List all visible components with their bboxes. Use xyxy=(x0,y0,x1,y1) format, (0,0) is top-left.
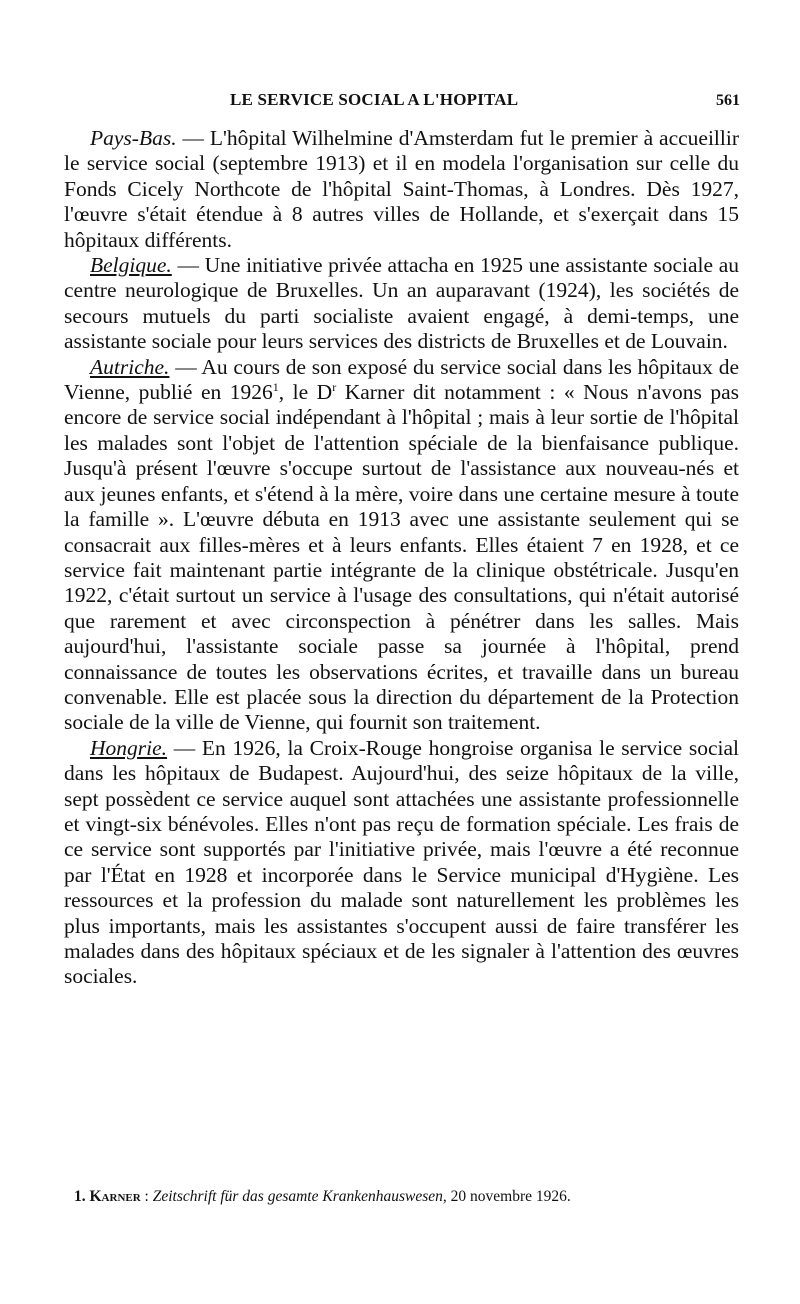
em-dash: — xyxy=(176,126,210,150)
country-heading-autriche: Autriche. xyxy=(90,354,170,379)
page-number: 561 xyxy=(716,92,740,109)
footnote-author: Karner xyxy=(89,1188,141,1205)
paragraph-autriche xyxy=(64,355,739,736)
footnote-separator: : xyxy=(140,1188,153,1205)
body-text xyxy=(64,126,739,990)
paragraph-text: Une initiative privée attacha en 1925 une assistante sociale au centre neurologique de Bruxelles. Un an auparavant (1924), les sociétés de secours mutuels du parti socialiste avaient engagé, à demi-temps, une assistante sociale pour leurs services des districts de Bruxelles et de Louvain. xyxy=(64,253,740,354)
footnote-date: , 20 novembre 1926. xyxy=(442,1188,571,1205)
footnote xyxy=(74,1187,734,1207)
paragraph-pays-bas xyxy=(64,126,739,253)
paragraph-hongrie xyxy=(64,736,739,990)
paragraph-text: L'hôpital Wilhelmine d'Amsterdam fut le premier à accueillir le service social (septembre 1913) et il en modela l'organisation sur celle du Fonds Cicely Northcote de l'hôpital Saint-Thomas, à Londres. Dès 1927, l'œuvre s'était étendue à 8 autres villes de Hollande, et s'exerçait dans 15 hôpitaux différents. xyxy=(64,126,740,252)
footnote-journal-title: Zeitschrift für das gesamte Krankenhauswesen xyxy=(152,1188,443,1205)
em-dash: — xyxy=(167,735,202,760)
paragraph-belgique xyxy=(64,253,739,355)
paragraph-text: Au cours de son exposé du service social dans les hôpitaux de Vienne, publié en 1926 xyxy=(64,354,739,405)
running-head xyxy=(60,90,740,116)
footnote-reference: 1 xyxy=(272,379,279,394)
em-dash: — xyxy=(169,354,202,379)
paragraph-text: , le D xyxy=(278,380,333,405)
paragraph-text: Karner dit notamment : « Nous n'avons pas encore de service social indépendant à l'hôpital ; mais à leur sortie de l'hôpital les malades sont l'objet de l'attention spéciale de la bienfaisance publique. Jusqu'à présent l'œuvre s'occupe surtout de l'assistance aux nouveau-nés et aux jeunes enfants, et s'étend à la mère, voire dans une certaine mesure à toute la famille ». L'œuvre débuta en 1913 avec une assistante seulement qui se consacrait aux filles-mères et à leurs enfants. Elles étaient 7 en 1928, et ce service fait maintenant partie intégrante de la clinique obstétricale. Jusqu'en 1922, c'était surtout un service à l'usage des consultations, qui n'était autorisé que rarement et avec circonspection à pénétrer dans les salles. Mais aujourd'hui, l'assistante sociale passe sa journée à l'hôpital, prend connaissance de toutes les observations écrites, et travaille dans un bureau convenable. Elle est placée sous la direction du département de la Protection sociale de la ville de Vienne, qui fournit son traitement. xyxy=(64,380,739,735)
country-heading-pays-bas: Pays-Bas. xyxy=(90,126,177,150)
country-heading-hongrie: Hongrie. xyxy=(90,735,168,760)
em-dash: — xyxy=(171,253,205,278)
footnote-number: 1. xyxy=(74,1188,86,1205)
paragraph-text: En 1926, la Croix-Rouge hongroise organisa le service social dans les hôpitaux de Budapest. Aujourd'hui, des seize hôpitaux de la ville, sept possèdent ce service auquel sont attachées une assistante professionnelle et vingt-six bénévoles. Elles n'ont pas reçu de formation spéciale. Les frais de ce service sont supportés par l'initiative privée, mais l'œuvre a été reconnue par l'État en 1928 et incorporée dans le Service municipal d'Hygiène. Les ressources et la profession du malade sont naturellement les problèmes les plus importants, mais les assistantes s'occupent aussi de faire transférer les malades dans des hôpitaux spéciaux et de les signaler à l'attention des œuvres sociales. xyxy=(64,735,739,989)
country-heading-belgique: Belgique. xyxy=(90,253,172,278)
running-title: LE SERVICE SOCIAL A L'HOPITAL xyxy=(230,90,519,109)
title-abbreviation: r xyxy=(332,379,337,394)
